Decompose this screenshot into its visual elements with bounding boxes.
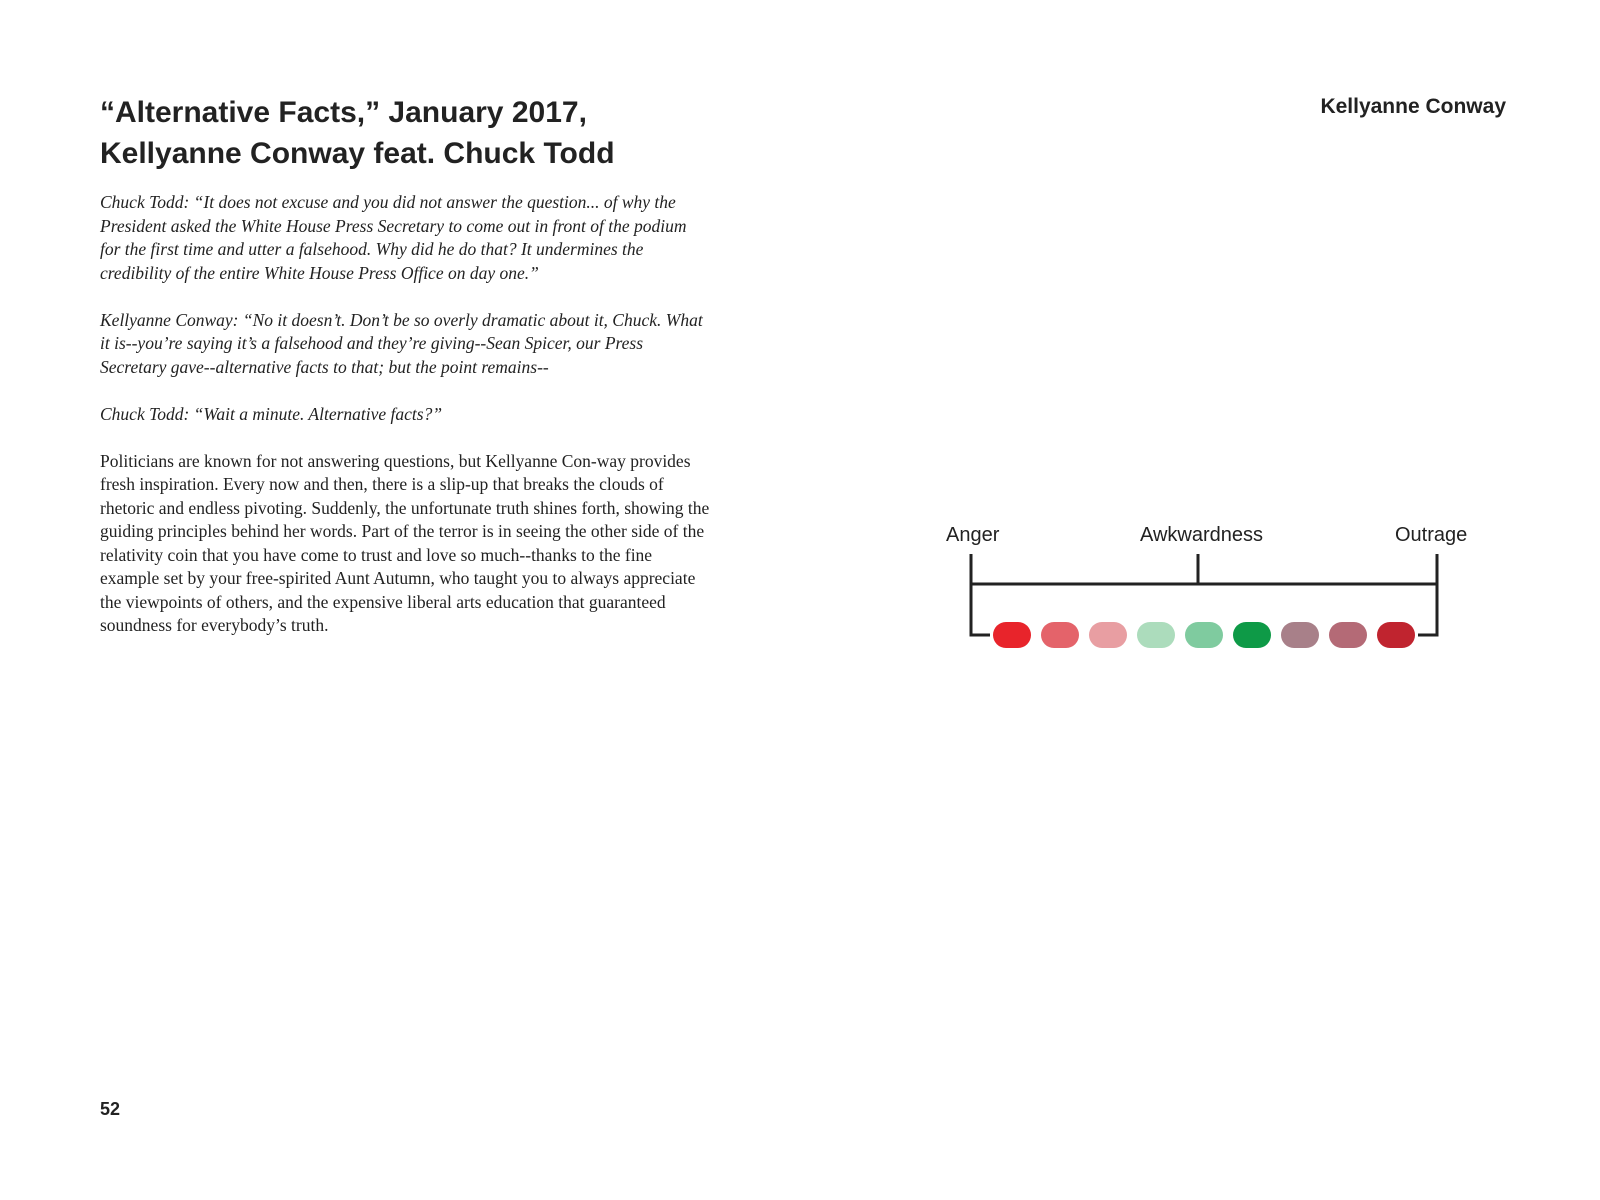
bracket-right-arm (1418, 584, 1437, 635)
emotion-swatch-2 (1041, 622, 1079, 648)
quote-chuck-todd-1: Chuck Todd: “It does not excuse and you did not answer the question... of why the President asked the White House Press Secretary to come out in front of the podium for the first time and utter a falsehood. Why did he do that? It undermines the credibility of the entire White House Press Office on day one.” (100, 192, 687, 283)
page-title (100, 92, 740, 174)
emotion-swatch-5 (1185, 622, 1223, 648)
emotion-swatch-6 (1233, 622, 1271, 648)
scale-label-awkwardness: Awkwardness (1140, 524, 1264, 546)
emotion-swatch-1 (993, 622, 1031, 648)
running-head: Kellyanne Conway (1320, 95, 1506, 118)
emotion-swatch-3 (1089, 622, 1127, 648)
quote-chuck-todd-2: Chuck Todd: “Wait a minute. Alternative facts?” (100, 403, 443, 424)
emotion-swatch-8 (1329, 622, 1367, 648)
emotion-swatches (993, 622, 1415, 648)
title-line-2: Kellyanne Conway feat. Chuck Todd (100, 137, 615, 170)
scale-label-outrage: Outrage (1395, 524, 1468, 546)
quote-kellyanne-conway: Kellyanne Conway: “No it doesn’t. Don’t be so overly dramatic about it, Chuck. What it is--you’re saying it’s a falsehood and they’re giving--Sean Spicer, our Press Secretary gave--alternative facts to that; but the point remains-- (100, 309, 703, 377)
title-line-1: “Alternative Facts,” January 2017, (100, 96, 587, 129)
commentary-paragraph: Politicians are known for not answering questions, but Kellyanne Con-way provides fresh inspiration. Every now and then, there is a slip-up that breaks the clouds of rhetoric and endless pivoting. Suddenly, the unfortunate truth shines forth, showing the guiding principles behind her words. Part of the terror is in seeing the other side of the relativity coin that you have come to trust and love so much--thanks to the fine example set by your free-spirited Aunt Autumn, who taught you to always appreciate the viewpoints of others, and the expensive liberal arts education that guaranteed soundness for everybody’s truth. (100, 450, 710, 635)
emotion-swatch-4 (1137, 622, 1175, 648)
page-number: 52 (100, 1099, 121, 1119)
body-text (100, 191, 710, 661)
bracket-top-bar (971, 554, 1437, 584)
emotion-swatch-7 (1281, 622, 1319, 648)
bracket-left-arm (971, 584, 990, 635)
emotion-scale (940, 540, 1460, 660)
emotion-swatch-9 (1377, 622, 1415, 648)
scale-label-anger: Anger (946, 524, 1000, 546)
